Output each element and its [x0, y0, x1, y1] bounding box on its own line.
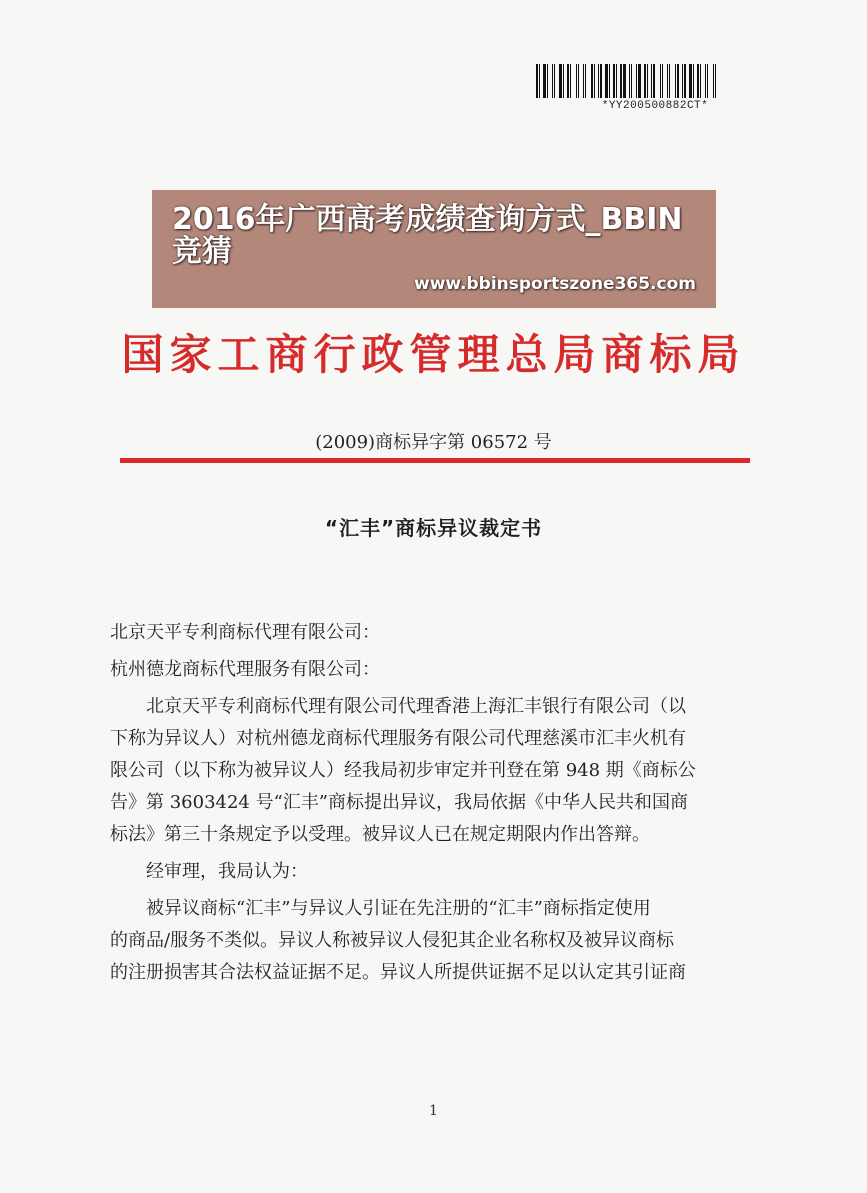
barcode-bar	[572, 64, 575, 98]
barcode-bar	[675, 64, 676, 98]
barcode-bars	[536, 64, 774, 98]
barcode-bar	[669, 64, 670, 98]
barcode-bar	[633, 64, 635, 98]
barcode-bar	[547, 64, 548, 98]
barcode-bar	[559, 64, 562, 98]
barcode-bar	[662, 64, 663, 98]
barcode-bar	[541, 64, 542, 98]
barcode-bar	[700, 64, 701, 98]
barcode	[536, 64, 774, 112]
barcode-bar	[620, 64, 622, 98]
barcode-bar	[596, 64, 597, 98]
barcode-bar	[576, 64, 577, 98]
barcode-bar	[556, 64, 558, 98]
barcode-bar	[563, 64, 564, 98]
paragraph-line: 的注册损害其合法权益证据不足。异议人所提供证据不足以认定其引证商	[110, 962, 686, 983]
barcode-bar	[638, 64, 641, 98]
document-body	[110, 617, 760, 989]
barcode-bar	[580, 64, 582, 98]
barcode-bar	[667, 64, 668, 98]
barcode-bar	[651, 64, 652, 98]
barcode-bar	[543, 64, 546, 98]
barcode-bar	[609, 64, 610, 98]
barcode-bar	[570, 64, 571, 98]
barcode-bar	[605, 64, 608, 98]
paragraph-line: 限公司（以下称为被异议人）经我局初步审定并刊登在第 948 期《商标公	[110, 760, 696, 781]
barcode-bar	[680, 64, 681, 98]
barcode-bar	[715, 64, 716, 98]
paragraph-line: 北京天平专利商标代理有限公司代理香港上海汇丰银行有限公司（以	[110, 696, 686, 717]
barcode-text: *YY200500882CT*	[601, 100, 709, 112]
barcode-bar	[629, 64, 630, 98]
paragraph-line: 告》第 3603424 号“汇丰”商标提出异议，我局依据《中华人民共和国商	[110, 792, 689, 813]
barcode-bar	[600, 64, 602, 98]
barcode-bar	[539, 64, 540, 98]
barcode-bar	[660, 64, 661, 98]
barcode-bar	[682, 64, 683, 98]
recipient-line: 北京天平专利商标代理有限公司：	[110, 622, 380, 643]
barcode-bar	[677, 64, 679, 98]
watermark-banner	[152, 190, 716, 308]
barcode-bar	[549, 64, 551, 98]
red-divider	[120, 458, 750, 463]
barcode-bar	[536, 64, 538, 98]
barcode-bar	[689, 64, 692, 98]
barcode-bar	[687, 64, 688, 98]
barcode-bar	[552, 64, 553, 98]
barcode-bar	[567, 64, 569, 98]
barcode-bar	[705, 64, 706, 98]
barcode-bar	[656, 64, 659, 98]
page-number: 1	[429, 1103, 438, 1119]
barcode-bar	[591, 64, 593, 98]
barcode-bar	[684, 64, 686, 98]
barcode-bar	[587, 64, 590, 98]
barcode-bar	[707, 64, 708, 98]
paragraph-line: 下称为异议人）对杭州德龙商标代理服务有限公司代理慈溪市汇丰火机有	[110, 728, 686, 749]
barcode-bar	[717, 64, 719, 98]
barcode-bar	[644, 64, 646, 98]
barcode-bar	[598, 64, 599, 98]
banner-title: 2016年广西高考成绩查询方式_BBIN竞猜	[172, 202, 683, 269]
barcode-bar	[642, 64, 643, 98]
barcode-bar	[585, 64, 586, 98]
barcode-bar	[653, 64, 655, 98]
barcode-bar	[664, 64, 666, 98]
paragraph-line: 的商品/服务不类似。异议人称被异议人侵犯其企业名称权及被异议商标	[110, 930, 675, 951]
barcode-bar	[695, 64, 696, 98]
barcode-bar	[631, 64, 632, 98]
barcode-bar	[613, 64, 615, 98]
barcode-bar	[649, 64, 650, 98]
barcode-bar	[616, 64, 617, 98]
recipient-line: 杭州德龙商标代理服务有限公司：	[110, 659, 380, 680]
document-title: “汇丰”商标异议裁定书	[324, 516, 543, 540]
barcode-bar	[578, 64, 579, 98]
paragraph-line: 被异议商标“汇丰”与异议人引证在先注册的“汇丰”商标指定使用	[110, 898, 651, 919]
barcode-bar	[627, 64, 628, 98]
barcode-bar	[618, 64, 619, 98]
barcode-bar	[636, 64, 637, 98]
barcode-bar	[671, 64, 674, 98]
barcode-bar	[709, 64, 712, 98]
barcode-bar	[713, 64, 714, 98]
office-name-heading: 国家工商行政管理总局商标局	[121, 330, 746, 379]
paragraph-line: 标法》第三十条规定予以受理。被异议人已在规定期限内作出答辩。	[110, 824, 650, 845]
barcode-bar	[603, 64, 604, 98]
banner-url: www.bbinsportszone365.com	[414, 274, 696, 294]
barcode-bar	[565, 64, 566, 98]
barcode-bar	[702, 64, 704, 98]
barcode-bar	[647, 64, 648, 98]
barcode-bar	[693, 64, 694, 98]
barcode-bar	[697, 64, 699, 98]
document-number: (2009)商标异字第 06572 号	[315, 432, 552, 453]
barcode-bar	[623, 64, 626, 98]
barcode-bar	[554, 64, 555, 98]
barcode-bar	[583, 64, 584, 98]
paragraph-line: 经审理，我局认为：	[110, 861, 308, 882]
barcode-bar	[611, 64, 612, 98]
barcode-bar	[594, 64, 595, 98]
